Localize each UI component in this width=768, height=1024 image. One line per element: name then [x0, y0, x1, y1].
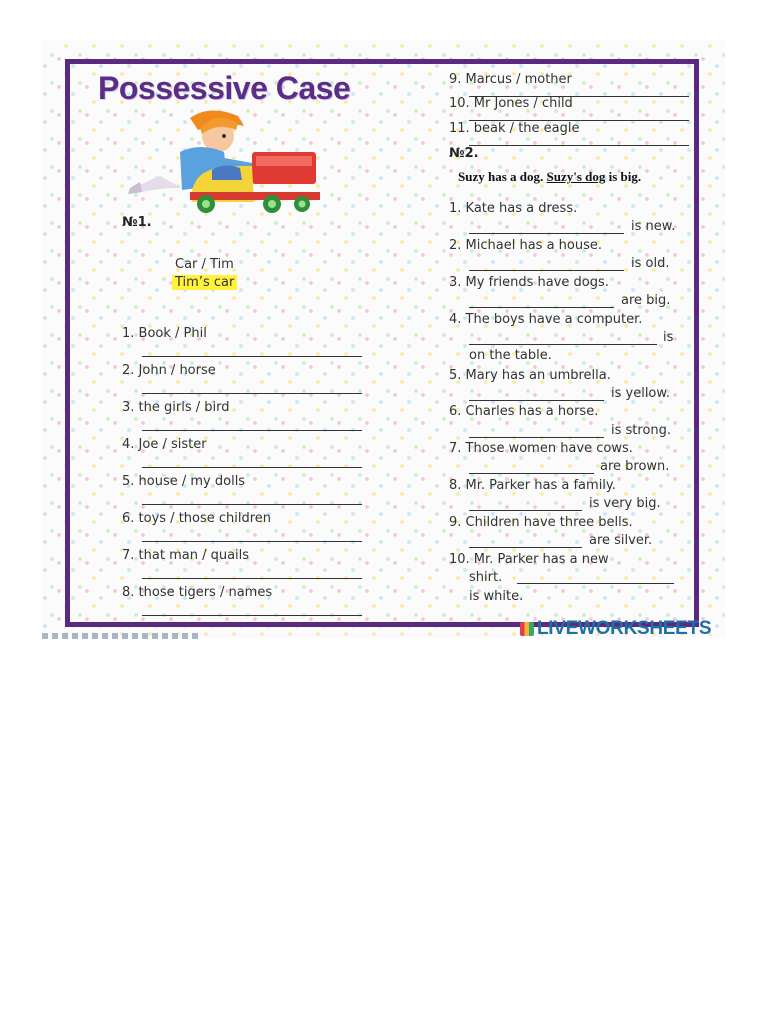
ex2-question: 1. Kate has a dress.: [449, 201, 578, 216]
ex2-tail: is old.: [631, 256, 670, 271]
answer-blank[interactable]: [469, 270, 624, 271]
answer-blank[interactable]: [469, 437, 604, 438]
ex1-item: 1. Book / Phil: [122, 326, 207, 341]
answer-blank[interactable]: [469, 344, 657, 345]
ex2-tail: are silver.: [589, 533, 653, 548]
ex2-question: 10. Mr. Parker has a new: [449, 552, 609, 567]
answer-blank[interactable]: [469, 233, 624, 234]
ex1-item: 7. that man / quails: [122, 548, 250, 563]
ex2-question: 5. Mary has an umbrella.: [449, 368, 611, 383]
answer-blank[interactable]: [142, 504, 362, 505]
ex1-item: 11. beak / the eagle: [449, 121, 580, 136]
ex2-question: 4. The boys have a computer.: [449, 312, 643, 327]
liveworksheets-logo-text: LIVEWORKSHEETS: [537, 618, 712, 639]
ex2-tail: is very big.: [589, 496, 661, 511]
boy-with-toy-truck-illustration: [120, 106, 320, 214]
ex2-question: 8. Mr. Parker has a family.: [449, 478, 616, 493]
ex2-tail: is yellow.: [611, 386, 670, 401]
liveworksheets-logo: [520, 618, 711, 640]
answer-blank[interactable]: [469, 473, 594, 474]
exercise-2-heading: №2.: [449, 146, 479, 161]
answer-blank[interactable]: [142, 578, 362, 579]
ex1-item: 10. Mr Jones / child: [449, 96, 573, 111]
answer-blank[interactable]: [469, 510, 582, 511]
answer-blank[interactable]: [142, 615, 362, 616]
ex1-item: 5. house / my dolls: [122, 474, 246, 489]
answer-blank[interactable]: [142, 430, 362, 431]
answer-blank[interactable]: [469, 400, 604, 401]
example-prompt: Car / Tim: [175, 257, 234, 272]
answer-blank[interactable]: [517, 583, 674, 584]
answer-blank[interactable]: [469, 145, 689, 146]
ex2-tail-prefix: shirt.: [469, 570, 503, 585]
answer-blank[interactable]: [142, 356, 362, 357]
ex2-tail: are brown.: [600, 459, 670, 474]
ex1-item: 6. toys / those children: [122, 511, 272, 526]
answer-blank[interactable]: [142, 393, 362, 394]
ex2-question: 7. Those women have cows.: [449, 441, 633, 456]
exercise-2-example: Suzy has a dog. Suzy's dog is big.: [458, 169, 642, 184]
answer-blank[interactable]: [142, 541, 362, 542]
worksheet-title: Possessive Case: [98, 70, 351, 106]
ex1-item: 4. Joe / sister: [122, 437, 207, 452]
answer-blank[interactable]: [142, 467, 362, 468]
ex2-tail: is new.: [631, 219, 676, 234]
liveworksheets-badge-icon: [520, 622, 534, 636]
answer-blank[interactable]: [469, 307, 614, 308]
ex2-tail: is strong.: [611, 423, 672, 438]
ex2-tail-continued: is white.: [469, 589, 524, 604]
ex2-tail: is: [663, 330, 674, 345]
exercise-1-heading: №1.: [122, 215, 152, 230]
ex1-item: 2. John / horse: [122, 363, 216, 378]
ex1-item: 3. the girls / bird: [122, 400, 230, 415]
ex2-tail: are big.: [621, 293, 671, 308]
ex2-question: 3. My friends have dogs.: [449, 275, 609, 290]
bottom-edge-mark: [42, 633, 202, 639]
example-answer: Tim’s car: [172, 275, 237, 290]
ex1-item: 9. Marcus / mother: [449, 72, 572, 87]
ex2-question: 2. Michael has a house.: [449, 238, 603, 253]
ex2-question: 9. Children have three bells.: [449, 515, 633, 530]
ex2-tail-continued: on the table.: [469, 348, 552, 363]
ex2-question: 6. Charles has a horse.: [449, 404, 599, 419]
answer-blank[interactable]: [469, 547, 582, 548]
ex1-item: 8. those tigers / names: [122, 585, 273, 600]
